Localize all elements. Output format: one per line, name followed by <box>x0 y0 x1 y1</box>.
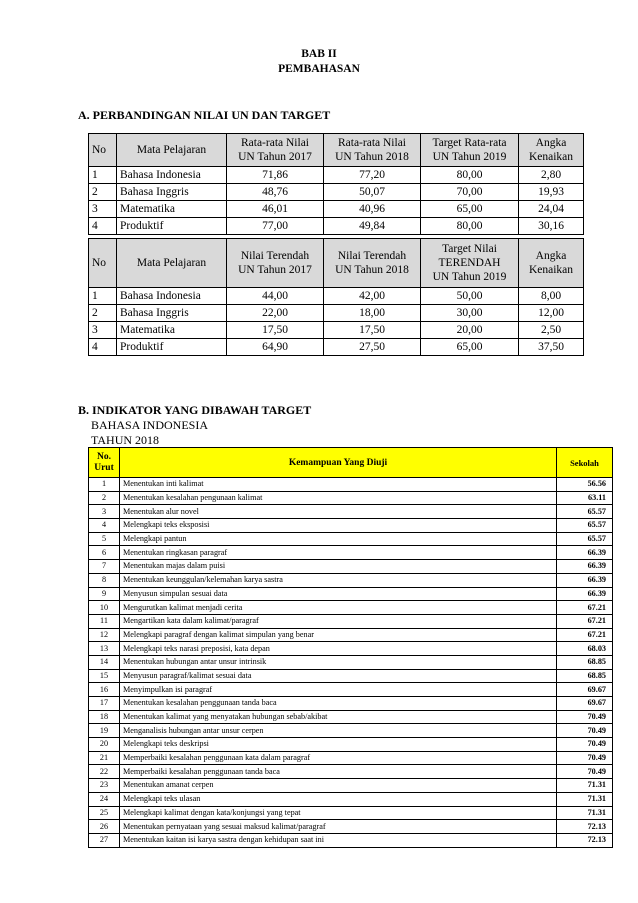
ability-text: Melengkapi pantun <box>120 532 557 546</box>
ability-text: Menentukan amanat cerpen <box>120 779 557 793</box>
list-item <box>89 655 613 669</box>
row-number: 9 <box>89 587 120 601</box>
school-score: 65.57 <box>557 532 613 546</box>
row-number: 26 <box>89 820 120 834</box>
school-score: 72.13 <box>557 820 613 834</box>
header-subject: Mata Pelajaran <box>117 239 227 288</box>
table-cell: 65,00 <box>421 339 519 356</box>
row-number: 19 <box>89 724 120 738</box>
row-number: 10 <box>89 601 120 615</box>
row-number: 4 <box>89 519 120 533</box>
list-item <box>89 628 613 642</box>
ability-text: Melengkapi teks ulasan <box>120 792 557 806</box>
row-number: 8 <box>89 573 120 587</box>
year-label: TAHUN 2018 <box>91 433 160 447</box>
ability-text: Memperbaiki kesalahan penggunaan kata dalam paragraf <box>120 751 557 765</box>
ability-text: Menentukan alur novel <box>120 505 557 519</box>
table-cell: 19,93 <box>519 184 584 201</box>
table-cell: 65,00 <box>421 201 519 218</box>
table-cell: Bahasa Indonesia <box>117 167 227 184</box>
table-cell: 17,50 <box>324 322 421 339</box>
ability-text: Melengkapi kalimat dengan kata/konjungsi yang tepat <box>120 806 557 820</box>
page-title: PEMBAHASAN <box>278 63 360 75</box>
school-score: 70.49 <box>557 751 613 765</box>
ability-text: Menentukan kesalahan pengunaan kalimat <box>120 491 557 505</box>
table-cell: Bahasa Indonesia <box>117 288 227 305</box>
table-cell: 4 <box>89 339 117 356</box>
row-number: 17 <box>89 697 120 711</box>
row-number: 7 <box>89 560 120 574</box>
table-cell: 42,00 <box>324 288 421 305</box>
row-number: 22 <box>89 765 120 779</box>
list-item <box>89 560 613 574</box>
table-cell: 49,84 <box>324 218 421 235</box>
school-score: 67.21 <box>557 628 613 642</box>
table-cell: Produktif <box>117 339 227 356</box>
row-number: 3 <box>89 505 120 519</box>
table-cell: 77,00 <box>227 218 324 235</box>
table-cell: 12,00 <box>519 305 584 322</box>
header-kemampuan: Kemampuan Yang Diuji <box>120 448 557 478</box>
table-cell: 3 <box>89 201 117 218</box>
row-number: 21 <box>89 751 120 765</box>
table-cell: Produktif <box>117 218 227 235</box>
ability-text: Menentukan kesalahan penggunaan tanda baca <box>120 697 557 711</box>
ability-text: Melengkapi teks narasi preposisi, kata depan <box>120 642 557 656</box>
ability-text: Mengurutkan kalimat menjadi cerita <box>120 601 557 615</box>
list-item <box>89 601 613 615</box>
header-increase: Angka Kenaikan <box>519 134 584 167</box>
ability-text: Memperbaiki kesalahan penggunaan tanda baca <box>120 765 557 779</box>
table-cell: 30,00 <box>421 305 519 322</box>
table-cell: 24,04 <box>519 201 584 218</box>
table-cell: 22,00 <box>227 305 324 322</box>
table-cell: 71,86 <box>227 167 324 184</box>
school-score: 69.67 <box>557 683 613 697</box>
school-score: 71.31 <box>557 792 613 806</box>
list-item <box>89 792 613 806</box>
row-number: 23 <box>89 779 120 793</box>
list-item <box>89 614 613 628</box>
table-cell: Matematika <box>117 201 227 218</box>
row-number: 14 <box>89 655 120 669</box>
table-cell: 8,00 <box>519 288 584 305</box>
school-score: 63.11 <box>557 491 613 505</box>
table-cell: 1 <box>89 167 117 184</box>
table-cell: 18,00 <box>324 305 421 322</box>
ability-text: Menentukan majas dalam puisi <box>120 560 557 574</box>
school-score: 70.49 <box>557 710 613 724</box>
row-number: 15 <box>89 669 120 683</box>
comparison-table-average <box>88 133 584 235</box>
table-row <box>89 305 584 322</box>
school-score: 67.21 <box>557 601 613 615</box>
ability-text: Menentukan pernyataan yang sesuai maksud kalimat/paragraf <box>120 820 557 834</box>
table-cell: 20,00 <box>421 322 519 339</box>
row-number: 18 <box>89 710 120 724</box>
table-row <box>89 322 584 339</box>
ability-text: Menyusun paragraf/kalimat sesuai data <box>120 669 557 683</box>
school-score: 66.39 <box>557 573 613 587</box>
row-number: 13 <box>89 642 120 656</box>
ability-text: Menentukan kalimat yang menyatakan hubungan sebab/akibat <box>120 710 557 724</box>
header-no: No <box>89 134 117 167</box>
table-cell: 4 <box>89 218 117 235</box>
table-row <box>89 339 584 356</box>
list-item <box>89 779 613 793</box>
table-row <box>89 167 584 184</box>
list-item <box>89 820 613 834</box>
list-item <box>89 532 613 546</box>
list-item <box>89 669 613 683</box>
header-subject: Mata Pelajaran <box>117 134 227 167</box>
school-score: 65.57 <box>557 519 613 533</box>
list-item <box>89 573 613 587</box>
table-cell: 64,90 <box>227 339 324 356</box>
ability-text: Menentukan ringkasan paragraf <box>120 546 557 560</box>
ability-text: Menentukan inti kalimat <box>120 478 557 492</box>
header-target-lowest-2019: Target Nilai TERENDAH UN Tahun 2019 <box>421 239 519 288</box>
header-avg-2017: Rata-rata Nilai UN Tahun 2017 <box>227 134 324 167</box>
table-cell: 3 <box>89 322 117 339</box>
table-cell: 2,80 <box>519 167 584 184</box>
header-no-urut: No. Urut <box>89 448 120 478</box>
header-no: No <box>89 239 117 288</box>
section-a-heading: A. PERBANDINGAN NILAI UN DAN TARGET <box>78 108 331 122</box>
list-item <box>89 683 613 697</box>
school-score: 68.03 <box>557 642 613 656</box>
list-item <box>89 806 613 820</box>
header-lowest-2017: Nilai Terendah UN Tahun 2017 <box>227 239 324 288</box>
ability-text: Menentukan kaitan isi karya sastra dengan kehidupan saat ini <box>120 833 557 847</box>
school-score: 72.13 <box>557 833 613 847</box>
table-cell: Bahasa Inggris <box>117 305 227 322</box>
row-number: 27 <box>89 833 120 847</box>
ability-text: Menyimpulkan isi paragraf <box>120 683 557 697</box>
table-cell: Bahasa Inggris <box>117 184 227 201</box>
row-number: 25 <box>89 806 120 820</box>
school-score: 68.85 <box>557 655 613 669</box>
row-number: 6 <box>89 546 120 560</box>
ability-text: Mengartikan kata dalam kalimat/paragraf <box>120 614 557 628</box>
list-item <box>89 519 613 533</box>
ability-text: Melengkapi paragraf dengan kalimat simpulan yang benar <box>120 628 557 642</box>
table-cell: 77,20 <box>324 167 421 184</box>
ability-text: Menganalisis hubungan antar unsur cerpen <box>120 724 557 738</box>
school-score: 65.57 <box>557 505 613 519</box>
ability-text: Menyusun simpulan sesuai data <box>120 587 557 601</box>
header-increase: Angka Kenaikan <box>519 239 584 288</box>
table-cell: 17,50 <box>227 322 324 339</box>
row-number: 16 <box>89 683 120 697</box>
table-cell: 80,00 <box>421 218 519 235</box>
table-cell: 50,00 <box>421 288 519 305</box>
table-row <box>89 201 584 218</box>
table-cell: 40,96 <box>324 201 421 218</box>
table-cell: 70,00 <box>421 184 519 201</box>
header-target-2019: Target Rata-rata UN Tahun 2019 <box>421 134 519 167</box>
table-cell: 2 <box>89 184 117 201</box>
list-item <box>89 738 613 752</box>
indicator-table <box>88 447 613 848</box>
school-score: 69.67 <box>557 697 613 711</box>
list-item <box>89 710 613 724</box>
table-cell: 1 <box>89 288 117 305</box>
school-score: 70.49 <box>557 765 613 779</box>
school-score: 70.49 <box>557 738 613 752</box>
list-item <box>89 478 613 492</box>
table-cell: 80,00 <box>421 167 519 184</box>
table-cell: 50,07 <box>324 184 421 201</box>
list-item <box>89 491 613 505</box>
comparison-table-lowest <box>88 238 584 356</box>
table-cell: Matematika <box>117 322 227 339</box>
school-score: 71.31 <box>557 779 613 793</box>
row-number: 24 <box>89 792 120 806</box>
row-number: 2 <box>89 491 120 505</box>
ability-text: Melengkapi teks deskripsi <box>120 738 557 752</box>
list-item <box>89 833 613 847</box>
list-item <box>89 642 613 656</box>
list-item <box>89 587 613 601</box>
row-number: 20 <box>89 738 120 752</box>
row-number: 1 <box>89 478 120 492</box>
table-cell: 2,50 <box>519 322 584 339</box>
ability-text: Menentukan hubungan antar unsur intrinsik <box>120 655 557 669</box>
list-item <box>89 697 613 711</box>
school-score: 56.56 <box>557 478 613 492</box>
table-row <box>89 218 584 235</box>
list-item <box>89 505 613 519</box>
header-sekolah: Sekolah <box>557 448 613 478</box>
school-score: 66.39 <box>557 560 613 574</box>
table-cell: 30,16 <box>519 218 584 235</box>
table-cell: 44,00 <box>227 288 324 305</box>
school-score: 71.31 <box>557 806 613 820</box>
table-cell: 46,01 <box>227 201 324 218</box>
list-item <box>89 751 613 765</box>
list-item <box>89 724 613 738</box>
table-cell: 2 <box>89 305 117 322</box>
header-avg-2018: Rata-rata Nilai UN Tahun 2018 <box>324 134 421 167</box>
school-score: 68.85 <box>557 669 613 683</box>
table-cell: 37,50 <box>519 339 584 356</box>
school-score: 66.39 <box>557 587 613 601</box>
list-item <box>89 546 613 560</box>
table-row <box>89 288 584 305</box>
section-b-heading: B. INDIKATOR YANG DIBAWAH TARGET <box>78 403 312 417</box>
list-item <box>89 765 613 779</box>
header-lowest-2018: Nilai Terendah UN Tahun 2018 <box>324 239 421 288</box>
school-score: 66.39 <box>557 546 613 560</box>
row-number: 11 <box>89 614 120 628</box>
chapter-label: BAB II <box>301 48 337 60</box>
table-row <box>89 184 584 201</box>
table-cell: 48,76 <box>227 184 324 201</box>
school-score: 70.49 <box>557 724 613 738</box>
row-number: 12 <box>89 628 120 642</box>
subject-label: BAHASA INDONESIA <box>91 418 209 432</box>
table-cell: 27,50 <box>324 339 421 356</box>
school-score: 67.21 <box>557 614 613 628</box>
ability-text: Menentukan keunggulan/kelemahan karya sastra <box>120 573 557 587</box>
row-number: 5 <box>89 532 120 546</box>
ability-text: Melengkapi teks eksposisi <box>120 519 557 533</box>
